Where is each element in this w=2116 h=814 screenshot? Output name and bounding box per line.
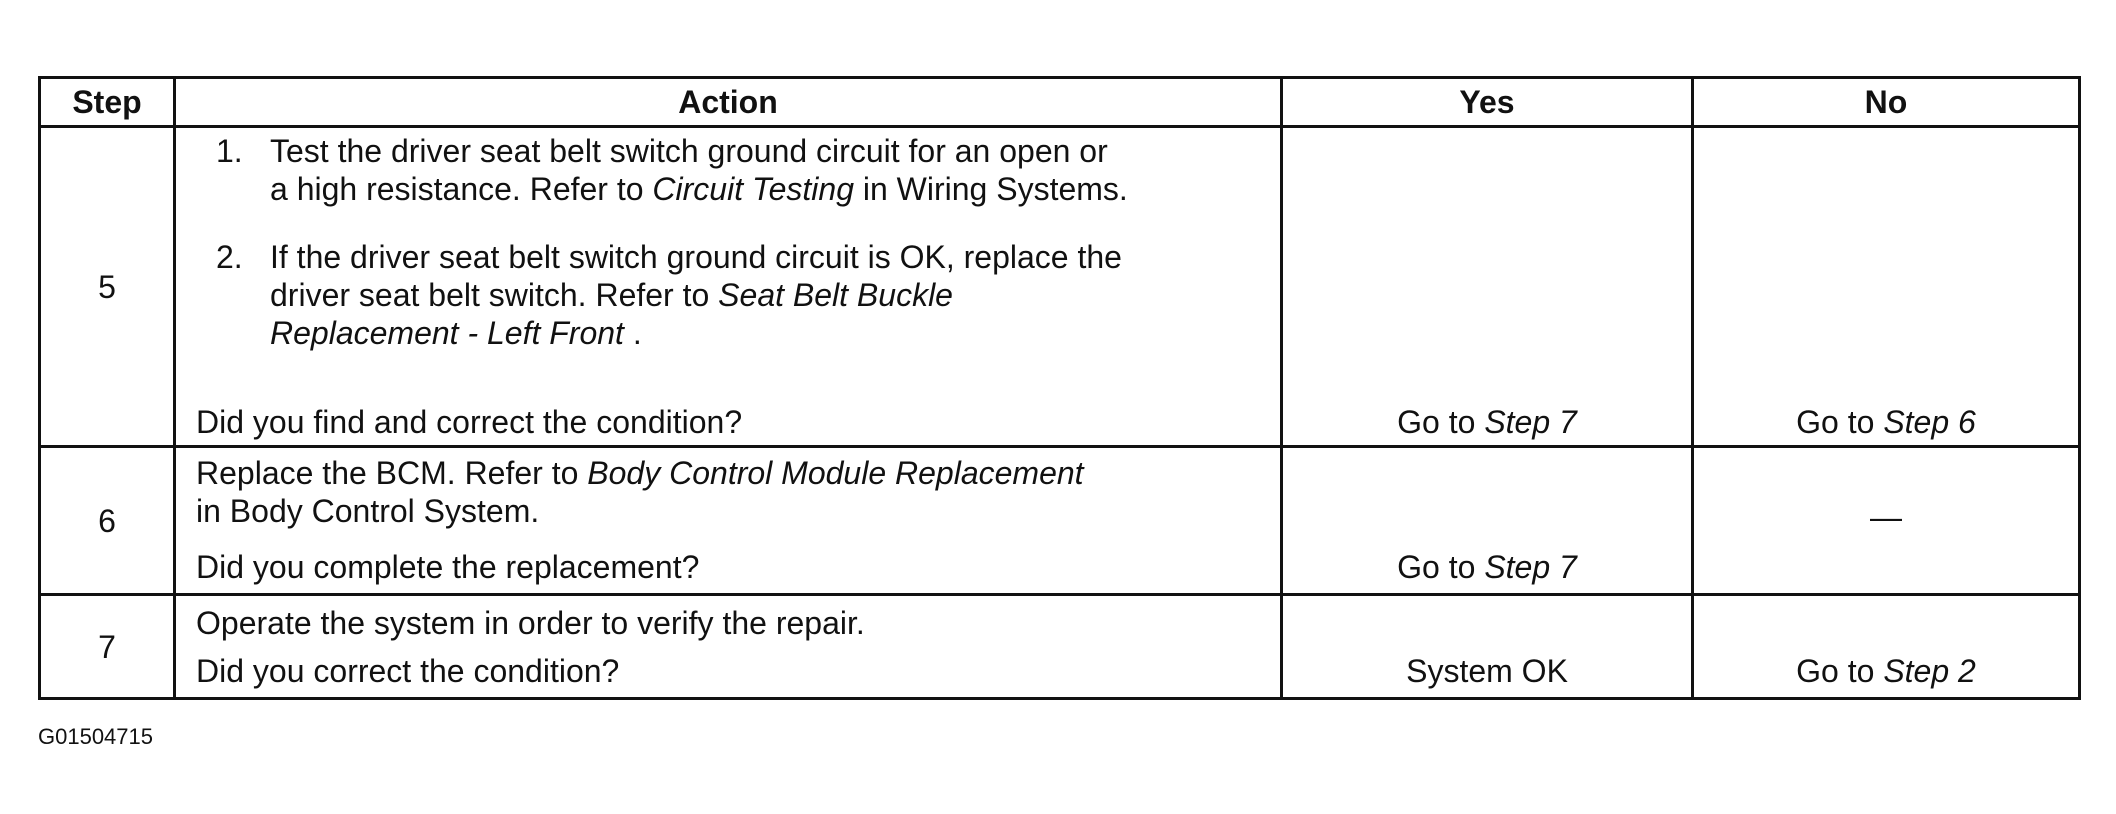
reference-link[interactable]: Body Control Module Replacement [587,455,1084,491]
action-text: in Body Control System. [196,493,540,529]
action-cell [175,127,1282,447]
yes-cell [1282,595,1693,699]
action-text: Replace the BCM. Refer to [196,455,588,491]
header-no: No [1693,78,2080,127]
item-number: 2. [216,239,243,275]
figure-id: G01504715 [38,724,153,749]
item-text: Test the driver seat belt switch ground circuit for an open or [270,133,1108,169]
step-number: 5 [40,127,175,447]
yes-cell [1282,447,1693,595]
header-row [40,78,2080,127]
header-action: Action [175,78,1282,127]
table-row [40,127,2080,447]
no-cell [1693,447,2080,595]
reference-link[interactable]: Replacement - Left Front [270,315,624,351]
yes-text: System OK [1406,653,1568,689]
yes-step-link[interactable]: Step 7 [1484,549,1577,585]
item-text: . [623,315,642,351]
no-step-link[interactable]: Step 2 [1883,653,1976,689]
no-answer-dash: — [1870,499,1902,535]
yes-text: Go to [1397,549,1485,585]
yes-text: Go to [1397,404,1485,440]
reference-link[interactable]: Circuit Testing [652,171,854,207]
item-text: in Wiring Systems. [853,171,1128,207]
table-row [40,595,2080,699]
step-number: 6 [40,447,175,595]
question-text: Did you find and correct the condition? [196,404,743,440]
item-text: a high resistance. Refer to [270,171,653,207]
action-text: Operate the system in order to verify the repair. [196,605,865,641]
question-text: Did you correct the condition? [196,653,620,689]
no-text: Go to [1796,404,1884,440]
no-cell [1693,595,2080,699]
yes-step-link[interactable]: Step 7 [1484,404,1577,440]
yes-cell [1282,127,1693,447]
no-step-link[interactable]: Step 6 [1883,404,1976,440]
item-text: If the driver seat belt switch ground circuit is OK, replace the [270,239,1122,275]
no-text: Go to [1796,653,1884,689]
table-row [40,447,2080,595]
no-cell [1693,127,2080,447]
diagnostic-table [38,76,2081,700]
step-number: 7 [40,595,175,699]
header-yes: Yes [1282,78,1693,127]
reference-link[interactable]: Seat Belt Buckle [718,277,953,313]
header-step: Step [40,78,175,127]
item-text: driver seat belt switch. Refer to [270,277,719,313]
action-cell [175,447,1282,595]
item-number: 1. [216,133,243,169]
question-text: Did you complete the replacement? [196,549,700,585]
action-cell [175,595,1282,699]
